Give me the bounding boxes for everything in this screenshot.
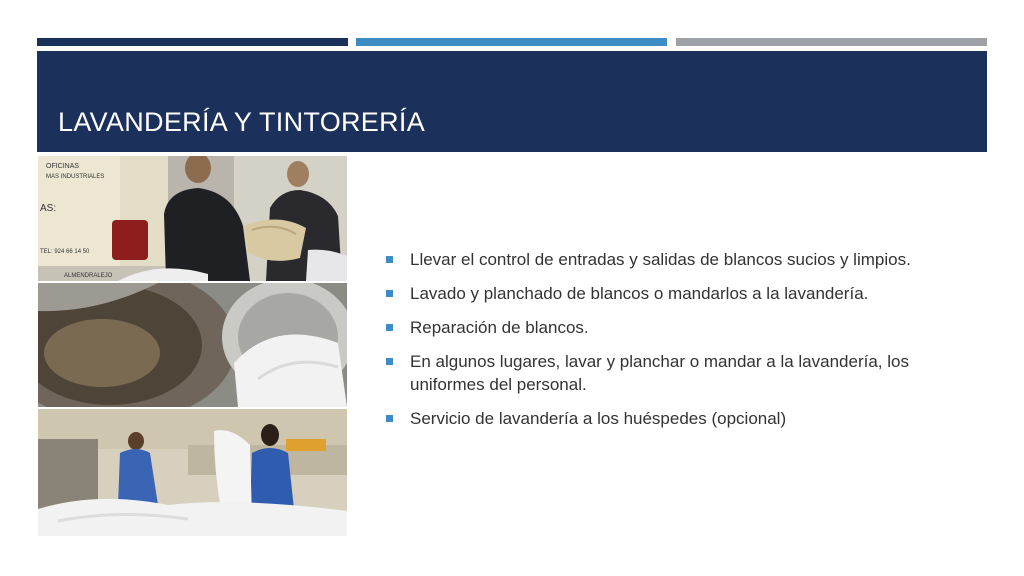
bullet-text: Reparación de blancos. (410, 318, 589, 337)
van-sign-line: MAS INDUSTRIALES (46, 174, 105, 180)
van-sign-line: TEL: 924 66 14 50 (40, 249, 90, 255)
van-sign-line: AS: (40, 203, 57, 214)
laundry-workers-photo (38, 409, 347, 536)
bullet-text: En algunos lugares, lavar y planchar o mandar a la lavandería, los uniformes del personal. (410, 352, 909, 394)
bullet-text: Llevar el control de entradas y salidas de blancos sucios y limpios. (410, 250, 911, 269)
bullet-text: Servicio de lavandería a los huéspedes (opcional) (410, 409, 787, 428)
square-bullet-icon (386, 324, 393, 331)
title-bar (37, 51, 987, 152)
bullet-list (386, 248, 946, 441)
bullet-item (386, 407, 946, 430)
van-sign-line: OFICINAS (46, 163, 80, 170)
accent-stripe-blue (356, 38, 667, 46)
bullet-item (386, 350, 946, 396)
photo-column (38, 156, 347, 536)
slide-title: LAVANDERÍA Y TINTORERÍA (58, 107, 426, 137)
square-bullet-icon (386, 290, 393, 297)
van-sign-line: ALMENDRALEJO (64, 273, 113, 279)
bullet-text: Lavado y planchado de blancos o mandarlos a la lavandería. (410, 284, 869, 303)
square-bullet-icon (386, 358, 393, 365)
bullet-item (386, 282, 946, 305)
square-bullet-icon (386, 256, 393, 263)
washing-machine-drum-photo (38, 283, 347, 407)
accent-stripe-gray (676, 38, 987, 46)
bullet-item (386, 316, 946, 339)
laundry-delivery-photo (38, 156, 347, 281)
bullet-item (386, 248, 946, 271)
square-bullet-icon (386, 415, 393, 422)
accent-stripe-dark (37, 38, 348, 46)
